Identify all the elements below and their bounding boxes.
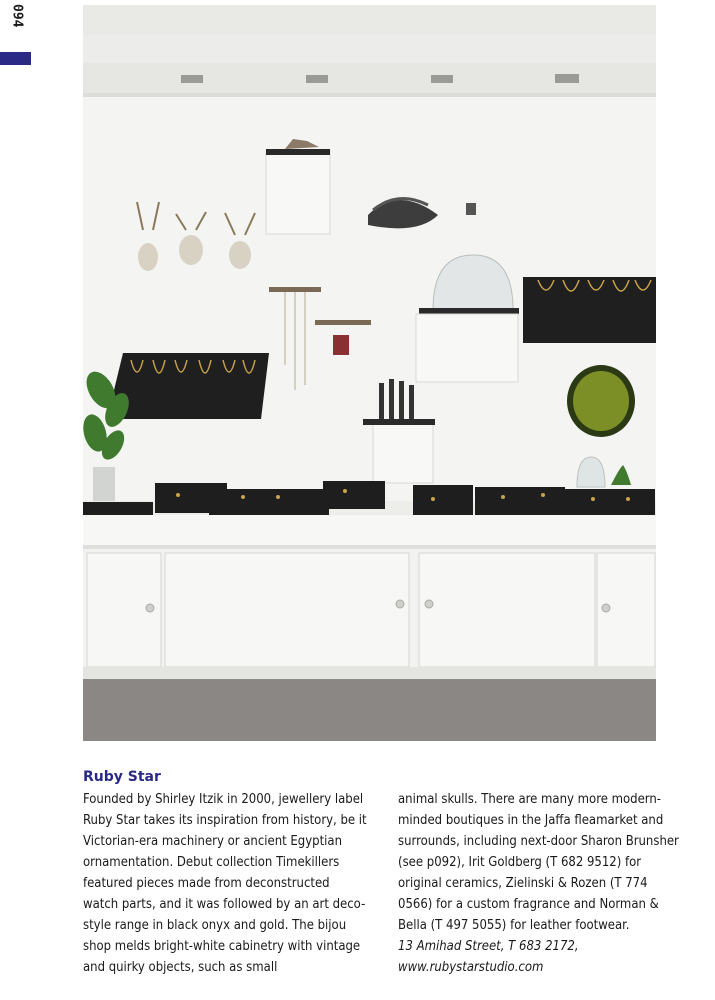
entry-title: Ruby Star <box>83 769 161 785</box>
body-text-right: animal skulls. There are many more modern-minded boutiques in the Jaffa fleamarket and surrounds, including next-door Sharon Brunsher (see p092), Irit Goldberg (T 682 9512) for original ceramics, Zielinski & Rozen (T 774 0566) for a custom fragrance and Norman & Bella (T 497 5055) for leather footwear. <box>398 792 679 933</box>
body-column-left <box>83 789 368 978</box>
photo-illustration <box>83 5 656 741</box>
entry-caption <box>83 768 683 978</box>
shop-interior-photo <box>83 5 656 741</box>
page-number: 094 <box>9 4 25 28</box>
body-column-right <box>398 789 683 978</box>
entry-website: www.rubystarstudio.com <box>398 960 544 975</box>
accent-bar <box>0 52 31 65</box>
body-text-left: Founded by Shirley Itzik in 2000, jewellery label Ruby Star takes its inspiration from history, be it Victorian-era machinery or ancient Egyptian ornamentation. Debut collection Timekillers featured pieces made from deconstructed watch parts, and it was followed by an art deco-style range in black onyx and gold. The bijou shop melds bright-white cabinetry with vintage and quirky objects, such as small <box>83 792 367 975</box>
body-columns <box>83 789 683 978</box>
entry-address: 13 Amihad Street, T 683 2172, <box>398 939 579 954</box>
